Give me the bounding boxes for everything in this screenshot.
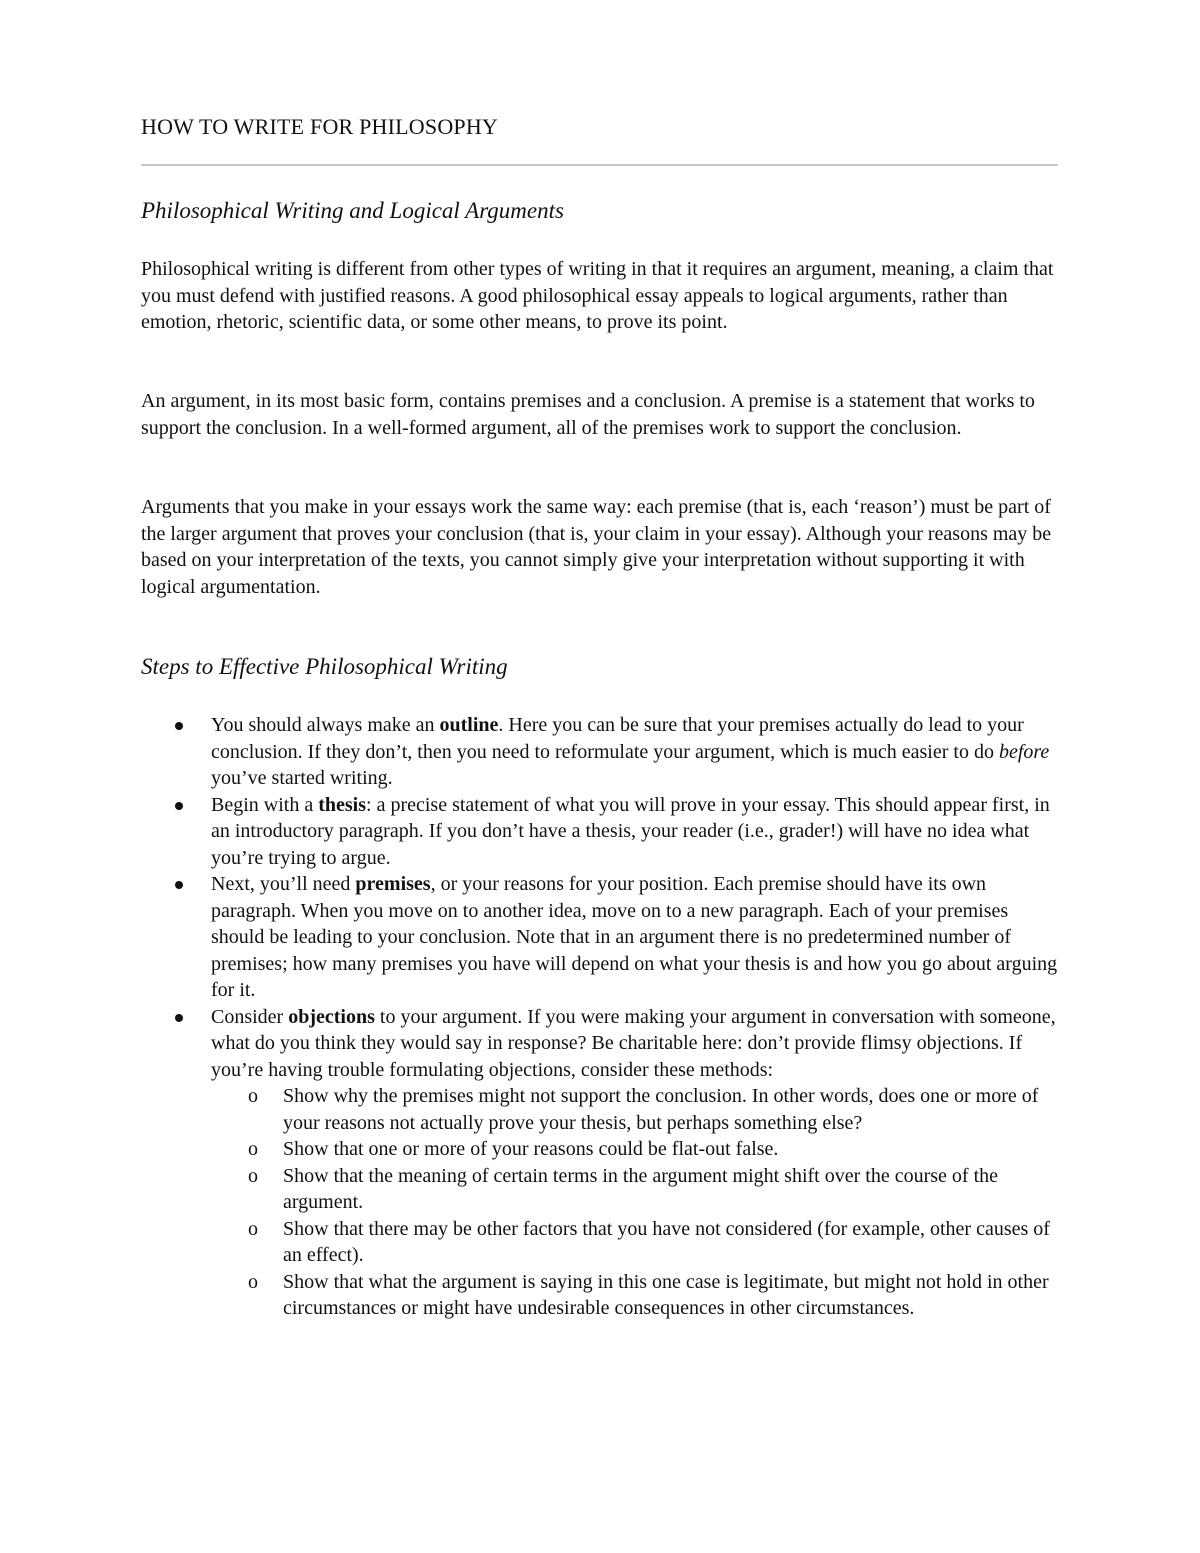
circle-bullet-icon: o [248,1217,258,1240]
document-title: HOW TO WRITE FOR PHILOSOPHY [141,114,499,139]
term-objections: objections [288,1005,375,1028]
list-item-outline: You should always make an outline. Here you can be sure that your premises actually do lead to your conclusion. If they don’t, then you need to reformulate your argument, which is much easier to do before you’ve started writing. [141,712,1061,792]
bullet-icon [175,802,183,810]
sub-list-item: o Show that what the argument is saying in this one case is legitimate, but might not hold in other circumstances or might have undesirable consequences in other circumstances. [248,1270,1049,1319]
sub-list-item: o Show that one or more of your reasons could be flat-out false. [283,1136,1061,1163]
section-heading-steps: Steps to Effective Philosophical Writing [141,654,508,679]
bullet-icon [175,881,183,889]
term-thesis: thesis [318,793,367,816]
list-item-thesis: Begin with a thesis: a precise statement of what you will prove in your essay. This should appear first, in an introductory paragraph. If you don’t have a thesis, your reader (i.e., grader!) will have no idea what you’re trying to argue. [141,792,1061,872]
section-heading-writing-arguments: Philosophical Writing and Logical Arguments [141,198,564,223]
term-outline: outline [439,714,499,736]
sub-list-item: o Show that there may be other factors that you have not considered (for example, other causes of an effect). [248,1217,1050,1266]
sub-list-item: o Show that the meaning of certain terms in the argument might shift over the course of the argument. [248,1164,998,1213]
objection-methods-list [211,1083,1061,1322]
paragraph-essay-arguments: Arguments that you make in your essays work the same way: each premise (that is, each ‘reason’) must be part of the larger argument that proves your conclusion (that is, your claim in your essay). Although your reasons may be based on your interpretation of the texts, you cannot simply give your interpretation without supporting it with logical argumentation. [141,496,1052,598]
bullet-icon [175,1014,183,1022]
paragraph-intro: Philosophical writing is different from other types of writing in that it requires an argument, meaning, a claim that you must defend with justified reasons. A good philosophical essay appeals to logical arguments, rather than emotion, rhetoric, scientific data, or some other means, to prove its point. [141,258,1054,333]
emphasis-before: before [998,740,1050,763]
circle-bullet-icon: o [248,1164,258,1187]
title-divider [141,164,1058,166]
circle-bullet-icon: o [248,1138,258,1160]
term-premises: premises [355,873,431,895]
list-item-objections: Consider objections to your argument. If you were making your argument in conversation with someone, what do you think they would say in response? Be charitable here: don’t provide flimsy objections. If you’re having trouble formulating objections, consider these methods: o Show why the premises might not support the conclusion. In other words, does one or more of your reasons not actually prove your thesis, but perhaps something else? o Show that one or more of your reasons could be flat-out false. o Show that the meaning of certain terms in the argument might shift over the course of the argument. o Show that there may be other factors that you have not considered (for example, other causes of an effect). o Show that what the argument is saying in this one case is legitimate, but might not hold in other circumstances or might have undesirable consequences in other circumstances. [141,1004,1061,1322]
paragraph-argument-form: An argument, in its most basic form, contains premises and a conclusion. A premise is a statement that works to support the conclusion. In a well-formed argument, all of the premises work to support the conclusion. [141,390,1035,439]
list-item-premises: Next, you’ll need premises, or your reasons for your position. Each premise should have its own paragraph. When you move on to another idea, move on to a new paragraph. Each of your premises should be leading to your conclusion. Note that in an argument there is no predetermined number of premises; how many premises you have will depend on what your thesis is and how you go about arguing for it. [141,871,1061,1004]
bullet-icon [175,722,183,730]
sub-list-item: o Show why the premises might not support the conclusion. In other words, does one or more of your reasons not actually prove your thesis, but perhaps something else? [248,1085,1039,1134]
circle-bullet-icon: o [248,1270,258,1293]
steps-list [141,712,1061,1322]
circle-bullet-icon: o [248,1085,258,1107]
